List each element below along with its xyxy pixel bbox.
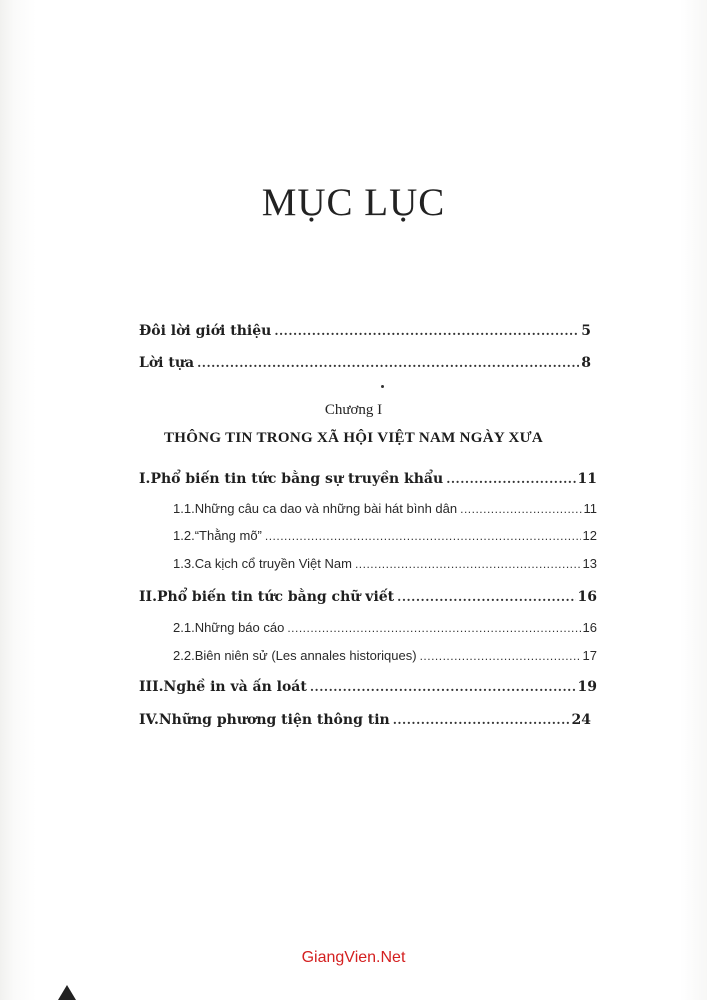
- toc-entry-number: 2.1.: [173, 620, 195, 635]
- toc-entry-label: Đôi lời giới thiệu: [139, 323, 272, 339]
- toc-subsection-1-2[interactable]: [173, 528, 597, 543]
- toc-entry-page: 19: [577, 679, 597, 695]
- toc-entry-number: 1.1.: [173, 501, 195, 516]
- toc-entry-number: III.: [139, 679, 164, 695]
- toc-entry-page: 5: [581, 323, 591, 339]
- toc-entry-label: Những câu ca dao và những bài hát bình dân: [194, 501, 458, 516]
- toc-subsection-2-2[interactable]: [173, 648, 597, 663]
- chapter-title: THÔNG TIN TRONG XÃ HỘI VIỆT NAM NGÀY XƯA: [164, 430, 543, 446]
- toc-entry-label: Ca kịch cổ truyền Việt Nam: [194, 556, 352, 571]
- page-title: MỤC LỤC: [261, 181, 446, 224]
- toc-entry-number: II.: [139, 589, 157, 605]
- toc-entry-label: Phổ biến tin tức bằng sự truyền khẩu: [150, 471, 444, 487]
- watermark-text: GiangVien.Net: [301, 949, 406, 966]
- toc-entry-label: Nghề in và ấn loát: [163, 679, 307, 695]
- toc-entry-page: 17: [582, 648, 597, 663]
- chapter-label: Chương I: [324, 402, 383, 418]
- dot-leader: [265, 529, 581, 543]
- dot-leader: [446, 472, 575, 486]
- toc-subsection-2-1[interactable]: [173, 620, 597, 635]
- toc-entry-page: 13: [582, 556, 597, 571]
- toc-subsection-1-3[interactable]: [173, 556, 597, 571]
- toc-section-4[interactable]: [139, 712, 591, 728]
- dot-leader: [420, 649, 581, 663]
- toc-entry-label: Phổ biến tin tức bằng chữ viết: [156, 589, 395, 605]
- toc-entry-page: 11: [577, 471, 597, 487]
- toc-entry-number: 2.2.: [173, 648, 195, 663]
- toc-entry-label: “Thằng mõ”: [194, 528, 262, 543]
- dot-leader: [355, 557, 581, 571]
- toc-entry-page: 11: [583, 501, 597, 516]
- dot-leader: [197, 356, 579, 370]
- dot-leader: [393, 713, 570, 727]
- toc-entry-number: I.: [139, 471, 151, 487]
- toc-entry-page: 24: [571, 712, 591, 728]
- toc-subsection-1-1[interactable]: [173, 501, 597, 516]
- corner-mark: [58, 985, 76, 1000]
- toc-entry-preface[interactable]: [139, 355, 591, 371]
- toc-entry-label: Biên niên sử (Les annales historiques): [194, 648, 417, 663]
- toc-entry-number: IV.: [139, 712, 159, 728]
- dot-leader: [460, 502, 581, 516]
- toc-entry-label: Lời tựa: [139, 355, 195, 371]
- toc-section-2[interactable]: [139, 589, 597, 605]
- toc-entry-number: 1.3.: [173, 556, 195, 571]
- toc-section-1[interactable]: [139, 471, 597, 487]
- toc-entry-page: 12: [582, 528, 597, 543]
- dot-leader: [310, 680, 576, 694]
- toc-entry-intro[interactable]: [139, 323, 591, 339]
- dot-leader: [274, 324, 579, 338]
- dot-leader: [397, 590, 575, 604]
- separator-dot: [381, 385, 384, 388]
- toc-entry-label: Những phương tiện thông tin: [158, 712, 390, 728]
- toc-entry-page: 16: [582, 620, 597, 635]
- dot-leader: [287, 621, 580, 635]
- toc-entry-label: Những báo cáo: [194, 620, 285, 635]
- toc-entry-number: 1.2.: [173, 528, 195, 543]
- toc-entry-page: 16: [577, 589, 597, 605]
- toc-entry-page: 8: [581, 355, 591, 371]
- toc-section-3[interactable]: [139, 679, 597, 695]
